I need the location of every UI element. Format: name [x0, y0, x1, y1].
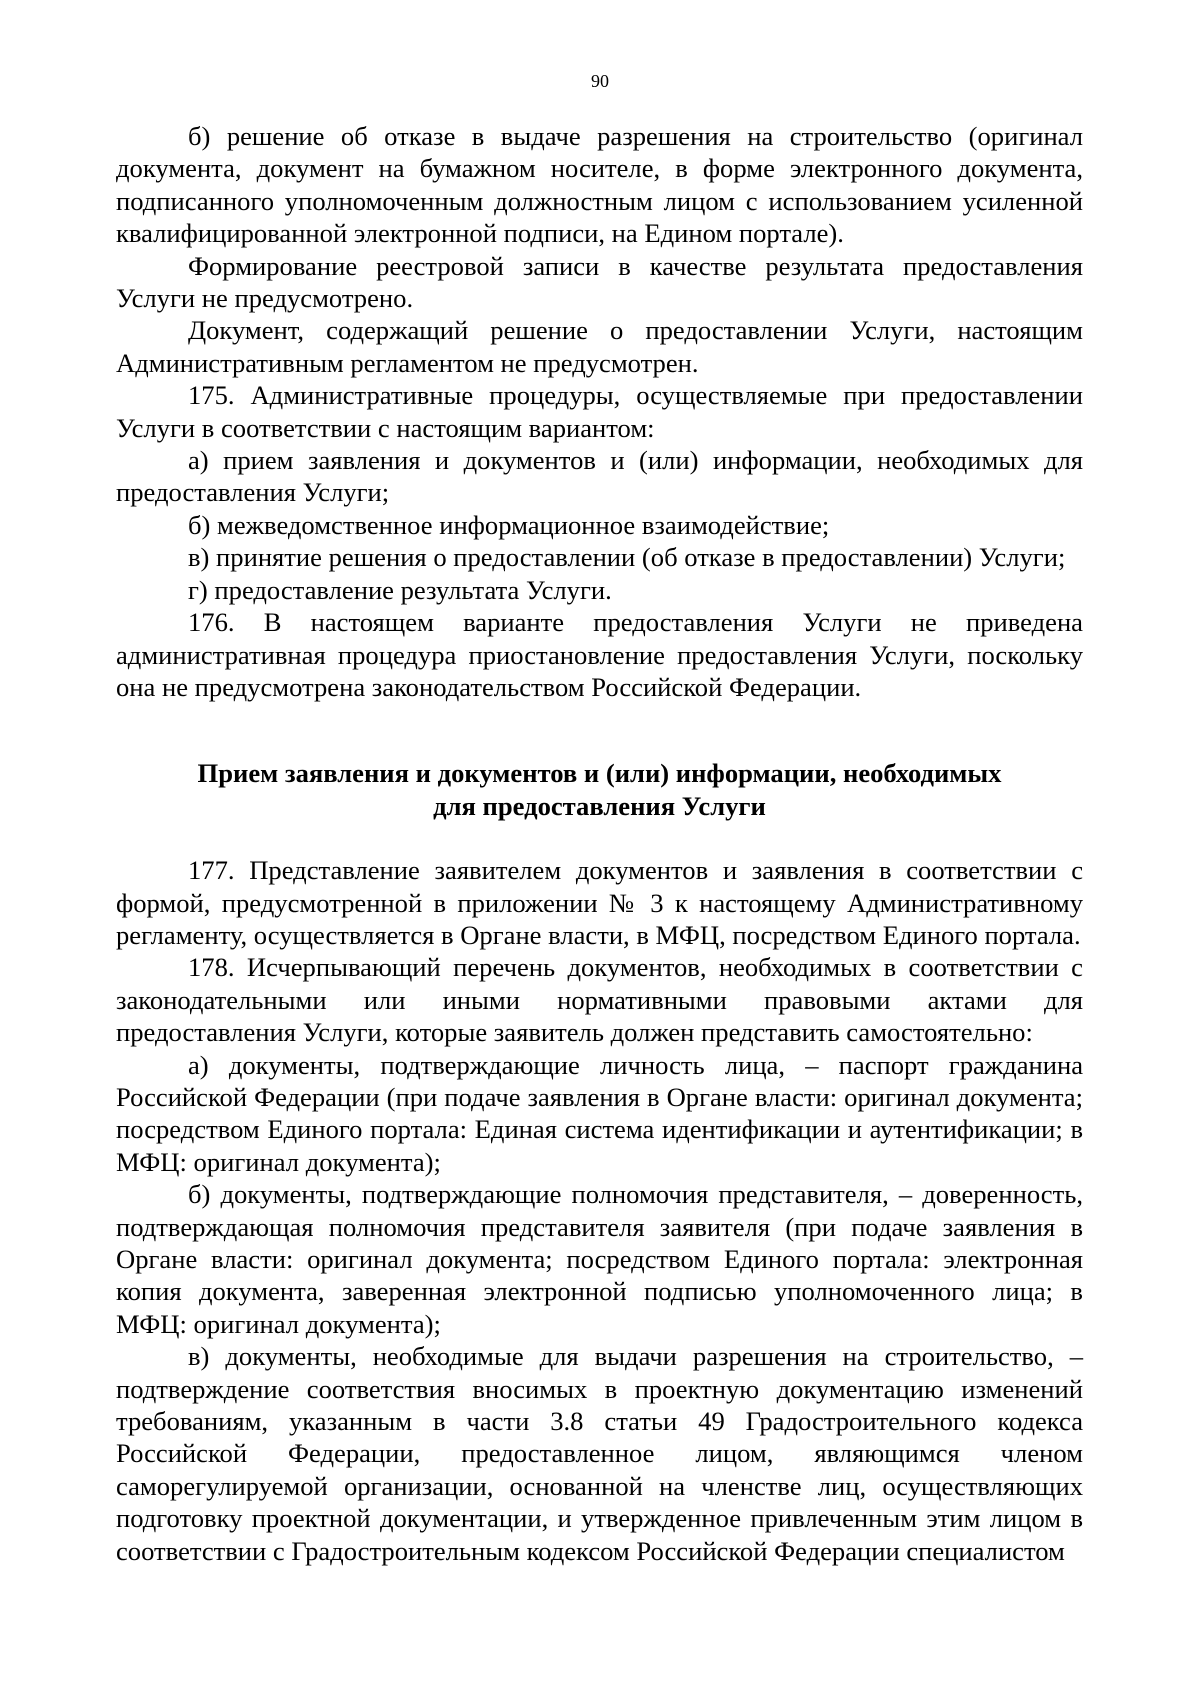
paragraph-178: 178. Исчерпывающий перечень документов, необходимых в соответствии с законодательными или иными нормативными правовыми актами для предоставления Услуги, которые заявитель должен представить самостоятельно: [116, 952, 1083, 1048]
document-body [116, 120, 1083, 1567]
paragraph-decision-document: Документ, содержащий решение о предоставлении Услуги, настоящим Административным регламентом не предусмотрен. [116, 315, 1083, 378]
page-number: 90 [591, 71, 609, 91]
list-item-g: г) предоставление результата Услуги. [188, 574, 612, 605]
list-item-v-construction: в) документы, необходимые для выдачи разрешения на строительство, – подтверждение соответствия вносимых в проектную документацию изменений требованиям, указанным в части 3.8 статьи 49 Градостроительного кодекса Российской Федерации, предоставленное лицом, являющимся членом саморегулируемой организации, основанной на членстве лиц, осуществляющих подготовку проектной документации, и утвержденное привлеченным этим лицом в соответствии с Градостроительным кодексом Российской Федерации специалистом [116, 1341, 1083, 1566]
list-item-a-identity: а) документы, подтверждающие личность лица, – паспорт гражданина Российской Федерации (при подаче заявления в Органе власти: оригинал документа; посредством Единого портала: Единая система идентификации и аутентификации; в МФЦ: оригинал документа); [116, 1049, 1083, 1177]
list-item-b: б) межведомственное информационное взаимодействие; [188, 509, 830, 540]
paragraph-registry-record: Формирование реестровой записи в качестве результата предоставления Услуги не предусмотрено. [116, 250, 1083, 314]
paragraph-176: 176. В настоящем варианте предоставления Услуги не приведена административная процедура приостановление предоставления Услуги, поскольку она не предусмотрена законодательством Российской Федерации. [116, 607, 1083, 702]
paragraph-177: 177. Представление заявителем документов и заявления в соответствии с формой, предусмотренной в приложении № 3 к настоящему Административному регламенту, осуществляется в Органе власти, в МФЦ, посредством Единого портала. [116, 855, 1083, 950]
section-heading: Прием заявления и документов и (или) информации, необходимых для предоставления Услуги [197, 758, 1002, 821]
list-item-v: в) принятие решения о предоставлении (об отказе в предоставлении) Услуги; [188, 542, 1066, 573]
list-item-b-authority: б) документы, подтверждающие полномочия представителя, – доверенность, подтверждающая полномочия представителя заявителя (при подаче заявления в Органе власти: оригинал документа; посредством Единого портала: электронная копия документа, заверенная электронной подписью уполномоченного лица; в МФЦ: оригинал документа); [116, 1179, 1083, 1339]
list-item-a: а) прием заявления и документов и (или) информации, необходимых для предоставления Услуги; [116, 445, 1083, 508]
paragraph-175: 175. Административные процедуры, осуществляемые при предоставлении Услуги в соответствии с настоящим вариантом: [116, 380, 1083, 443]
paragraph-refusal-decision: б) решение об отказе в выдаче разрешения на строительство (оригинал документа, документ на бумажном носителе, в форме электронного документа, подписанного уполномоченным должностным лицом с использованием усиленной квалифицированной электронной подписи, на Едином портале). [116, 121, 1083, 249]
